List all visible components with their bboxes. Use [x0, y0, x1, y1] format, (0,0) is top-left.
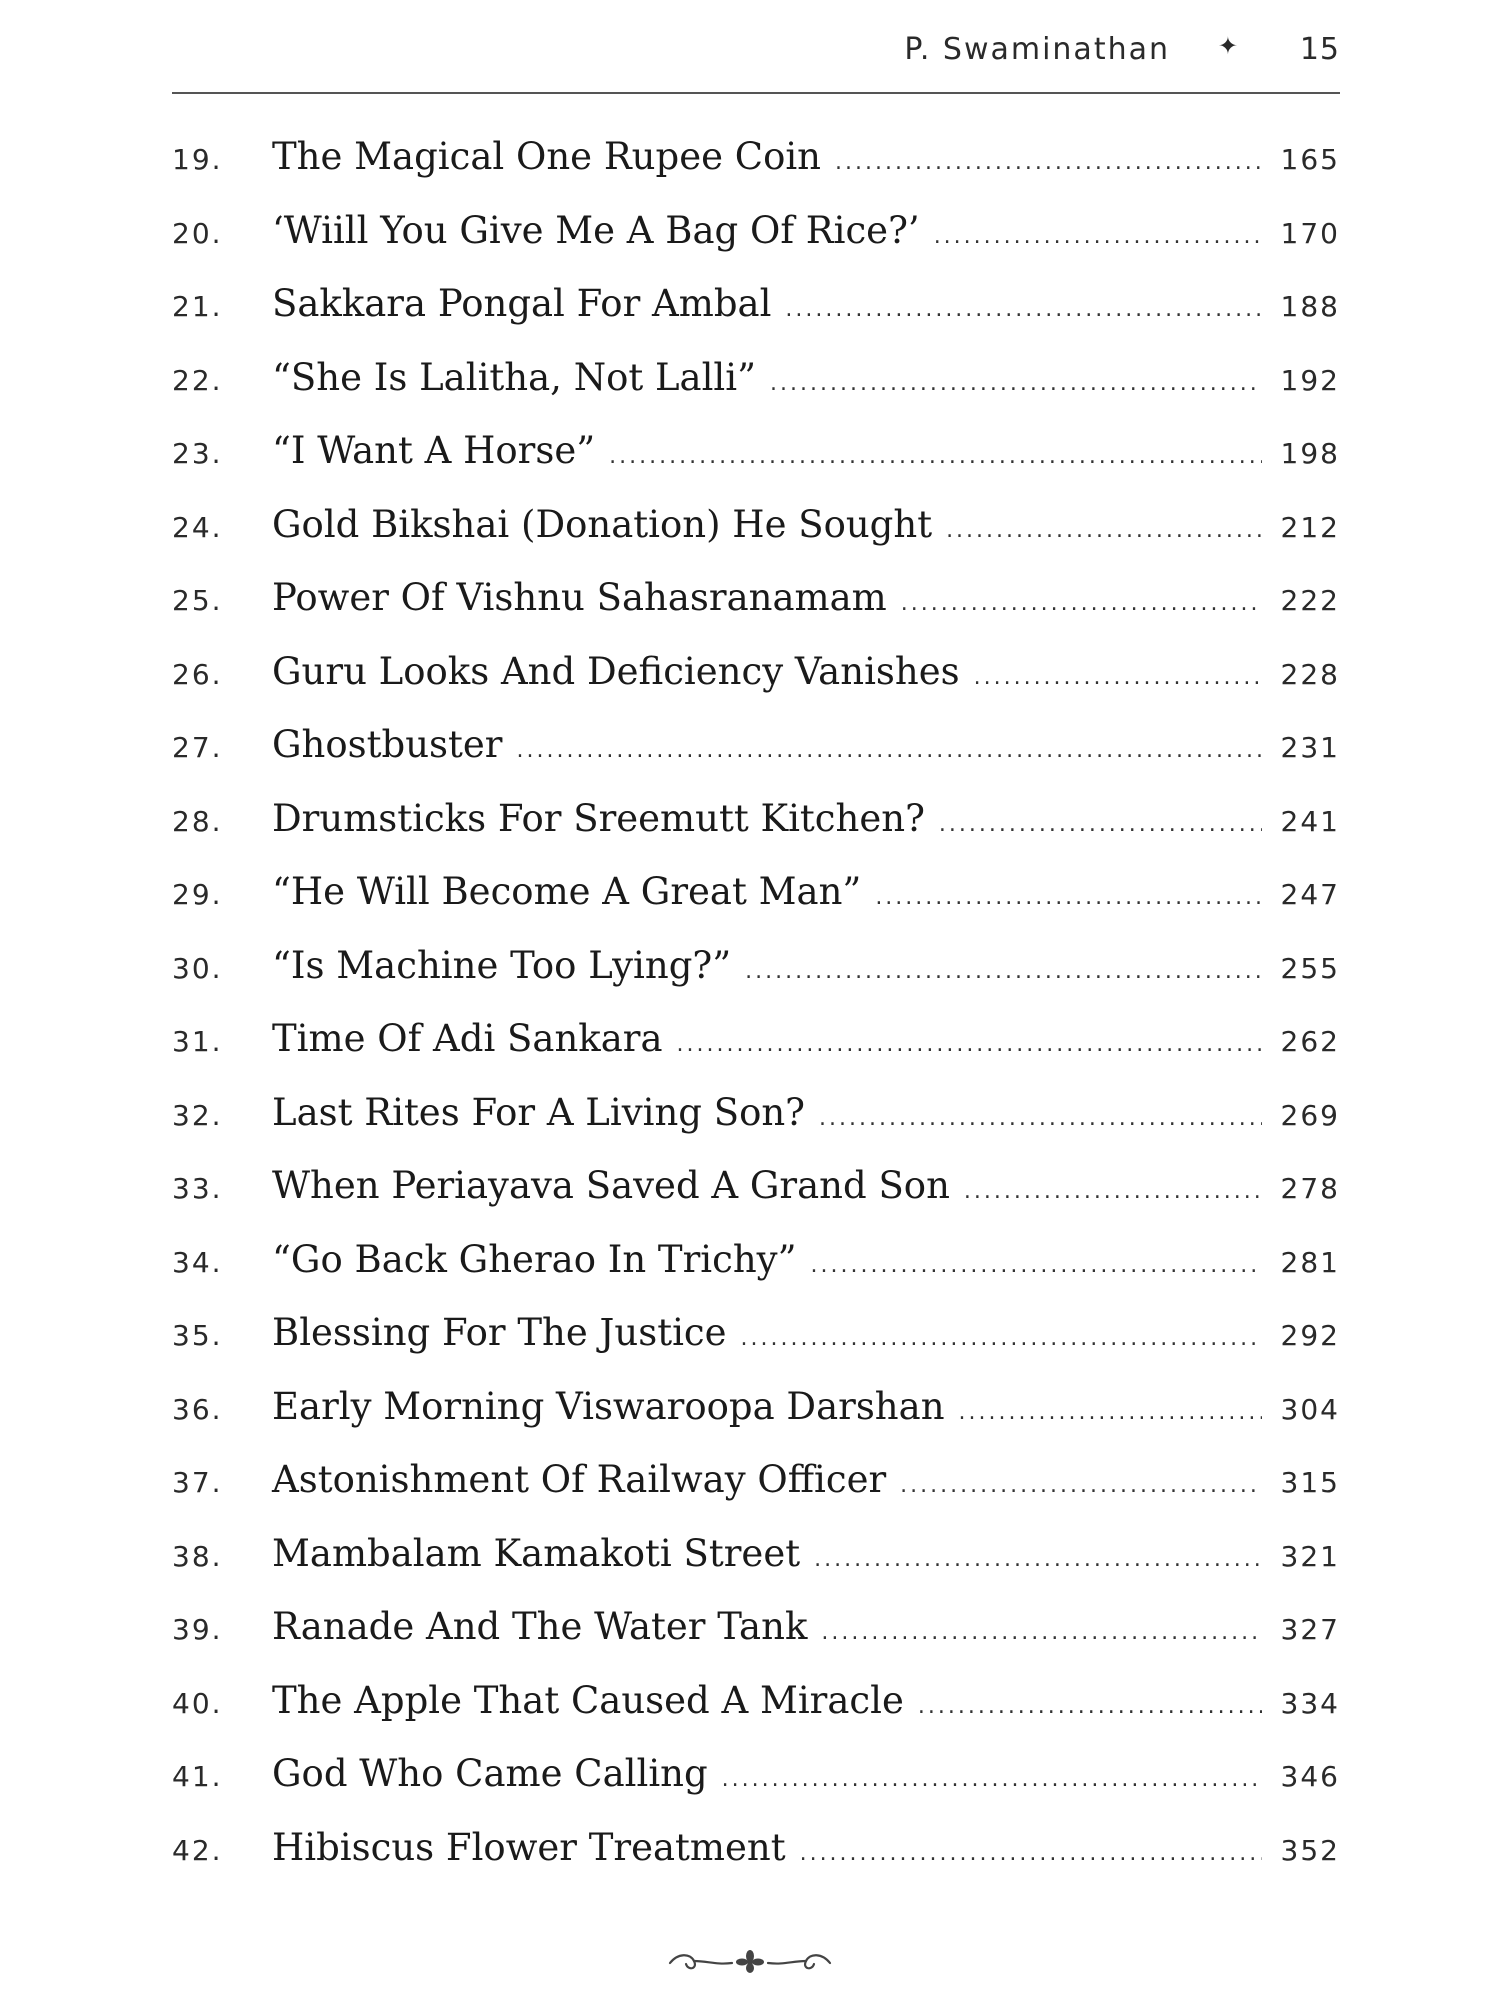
toc-entry-number: 21.: [172, 290, 223, 323]
toc-entry-number: 31.: [172, 1025, 223, 1058]
toc-entry-title: ‘Wiill You Give Me A Bag Of Rice?’: [272, 208, 920, 252]
toc-entry-title: Hibiscus Flower Treatment: [272, 1825, 786, 1869]
header-author: P. Swaminathan: [904, 32, 1170, 67]
toc-dot-leader: [677, 1034, 1262, 1056]
toc-dot-leader: [745, 961, 1262, 983]
toc-entry-page: 278: [1280, 1172, 1340, 1205]
toc-entry-title: “Go Back Gherao In Trichy”: [272, 1237, 797, 1281]
toc-entry-number: 38.: [172, 1539, 223, 1573]
toc-dot-leader: [814, 1549, 1262, 1571]
toc-entry-page: 247: [1280, 878, 1340, 911]
toc-entry-page: 170: [1280, 216, 1340, 250]
toc-dot-leader: [946, 520, 1262, 542]
toc-entry-number: 23.: [172, 437, 223, 470]
toc-entry-title: God Who Came Calling: [272, 1752, 708, 1795]
toc-dot-leader: [811, 1255, 1262, 1277]
toc-entry-number: 36.: [172, 1392, 223, 1426]
toc-entry: [172, 1605, 1340, 1679]
toc-entry-number: 19.: [172, 143, 223, 176]
toc-dot-leader: [770, 373, 1262, 395]
toc-entry-number: 27.: [172, 731, 223, 764]
toc-entry: [172, 1532, 1340, 1606]
toc-entry: [172, 1017, 1340, 1091]
toc-entry-title: The Apple That Caused A Miracle: [272, 1678, 904, 1722]
toc-entry-number: 26.: [172, 657, 223, 691]
toc-entry-title: When Periayava Saved A Grand Son: [272, 1164, 950, 1207]
toc-entry-title: Blessing For The Justice: [272, 1311, 727, 1354]
header-rule: [172, 92, 1340, 94]
toc-entry-title: Drumsticks For Sreemutt Kitchen?: [272, 796, 925, 840]
toc-entry-page: 304: [1280, 1392, 1340, 1426]
star-bullet-icon: ✦: [1217, 32, 1240, 60]
toc-entry: [172, 723, 1340, 797]
toc-entry-number: 35.: [172, 1319, 223, 1352]
toc-entry-number: 20.: [172, 216, 223, 250]
toc-entry-page: 334: [1280, 1686, 1340, 1720]
toc-entry-title: Power Of Vishnu Sahasranamam: [272, 576, 887, 619]
toc-dot-leader: [722, 1769, 1262, 1791]
toc-entry: [172, 209, 1340, 283]
toc-dot-leader: [741, 1328, 1262, 1350]
toc-entry: [172, 135, 1340, 209]
toc-entry: [172, 870, 1340, 944]
toc-entry-page: 346: [1280, 1760, 1340, 1793]
toc-entry-title: “She Is Lalitha, Not Lalli”: [272, 355, 757, 399]
toc-entry-page: 352: [1280, 1833, 1340, 1867]
toc-dot-leader: [959, 1402, 1262, 1424]
toc-dot-leader: [974, 667, 1262, 689]
toc-dot-leader: [875, 887, 1262, 909]
running-header: [172, 28, 1340, 72]
decorative-ornament-icon: [660, 1945, 840, 1975]
toc-dot-leader: [800, 1843, 1262, 1865]
toc-entry-page: 327: [1280, 1613, 1340, 1646]
toc-entry-number: 40.: [172, 1686, 223, 1720]
toc-entry-number: 22.: [172, 363, 223, 397]
toc-entry-number: 30.: [172, 951, 223, 985]
toc-entry: [172, 1164, 1340, 1238]
toc-entry-number: 37.: [172, 1466, 223, 1499]
toc-dot-leader: [609, 446, 1262, 468]
toc-entry-page: 192: [1280, 363, 1340, 397]
toc-dot-leader: [934, 226, 1262, 248]
toc-dot-leader: [900, 1475, 1262, 1497]
toc-entry-title: Guru Looks And Deficiency Vanishes: [272, 649, 960, 693]
toc-entry: [172, 650, 1340, 724]
toc-entry-number: 39.: [172, 1613, 223, 1646]
toc-dot-leader: [516, 740, 1262, 762]
toc-entry: [172, 1458, 1340, 1532]
toc-entry-title: “He Will Become A Great Man”: [272, 870, 862, 913]
toc-entry: [172, 1385, 1340, 1459]
toc-entry-page: 262: [1280, 1025, 1340, 1058]
toc-entry: [172, 1679, 1340, 1753]
toc-entry-number: 32.: [172, 1098, 223, 1132]
toc-entry-page: 281: [1280, 1245, 1340, 1279]
toc-entry: [172, 944, 1340, 1018]
toc-entry: [172, 1091, 1340, 1165]
toc-entry-title: Time Of Adi Sankara: [272, 1017, 663, 1060]
toc-entry-title: Last Rites For A Living Son?: [272, 1090, 806, 1134]
toc-entry: [172, 1311, 1340, 1385]
toc-dot-leader: [901, 593, 1262, 615]
toc-dot-leader: [835, 152, 1262, 174]
toc-entry-page: 292: [1280, 1319, 1340, 1352]
toc-entry-page: 228: [1280, 657, 1340, 691]
toc-entry-page: 198: [1280, 437, 1340, 470]
toc-entry-number: 25.: [172, 584, 223, 617]
toc-entry: [172, 429, 1340, 503]
toc-entry-page: 231: [1280, 731, 1340, 764]
header-page-number: 15: [1299, 32, 1340, 67]
toc-entry: [172, 356, 1340, 430]
toc-dot-leader: [918, 1696, 1262, 1718]
toc-entry: [172, 282, 1340, 356]
toc-entry-title: Astonishment Of Railway Officer: [272, 1458, 887, 1501]
toc-entry-number: 42.: [172, 1833, 223, 1867]
toc-entry-page: 165: [1280, 143, 1340, 176]
toc-entry-page: 222: [1280, 584, 1340, 617]
toc-entry-title: Gold Bikshai (Donation) He Sought: [272, 502, 933, 546]
toc-entry-page: 255: [1280, 951, 1340, 985]
toc-dot-leader: [939, 814, 1262, 836]
toc-dot-leader: [821, 1622, 1262, 1644]
toc-entry: [172, 1752, 1340, 1826]
toc-entry-page: 241: [1280, 804, 1340, 838]
toc-entry-title: Early Morning Viswaroopa Darshan: [272, 1384, 945, 1428]
toc-entry-title: The Magical One Rupee Coin: [272, 135, 822, 178]
toc-entry-title: Ghostbuster: [272, 723, 503, 766]
toc-entry-number: 29.: [172, 878, 223, 911]
toc-entry: [172, 1238, 1340, 1312]
toc-entry-title: “I Want A Horse”: [272, 429, 596, 472]
toc-entry: [172, 797, 1340, 871]
toc-entry-title: Sakkara Pongal For Ambal: [272, 282, 772, 325]
toc-dot-leader: [819, 1108, 1262, 1130]
toc-entry-page: 269: [1280, 1098, 1340, 1132]
toc-entry-page: 315: [1280, 1466, 1340, 1499]
toc-entry-number: 41.: [172, 1760, 223, 1793]
toc-entry-page: 212: [1280, 510, 1340, 544]
toc-dot-leader: [964, 1181, 1262, 1203]
toc-entry-page: 188: [1280, 290, 1340, 323]
toc-entry-number: 28.: [172, 804, 223, 838]
toc-dot-leader: [785, 299, 1262, 321]
toc-entry-number: 33.: [172, 1172, 223, 1205]
toc-entry-title: Mambalam Kamakoti Street: [272, 1531, 801, 1575]
toc-entry: [172, 576, 1340, 650]
toc-entry-number: 24.: [172, 510, 223, 544]
toc-entry-number: 34.: [172, 1245, 223, 1279]
toc-entry-title: Ranade And The Water Tank: [272, 1605, 808, 1648]
table-of-contents: [172, 135, 1340, 1899]
toc-entry-title: “Is Machine Too Lying?”: [272, 943, 732, 987]
toc-entry-page: 321: [1280, 1539, 1340, 1573]
toc-entry: [172, 503, 1340, 577]
toc-entry: [172, 1826, 1340, 1900]
